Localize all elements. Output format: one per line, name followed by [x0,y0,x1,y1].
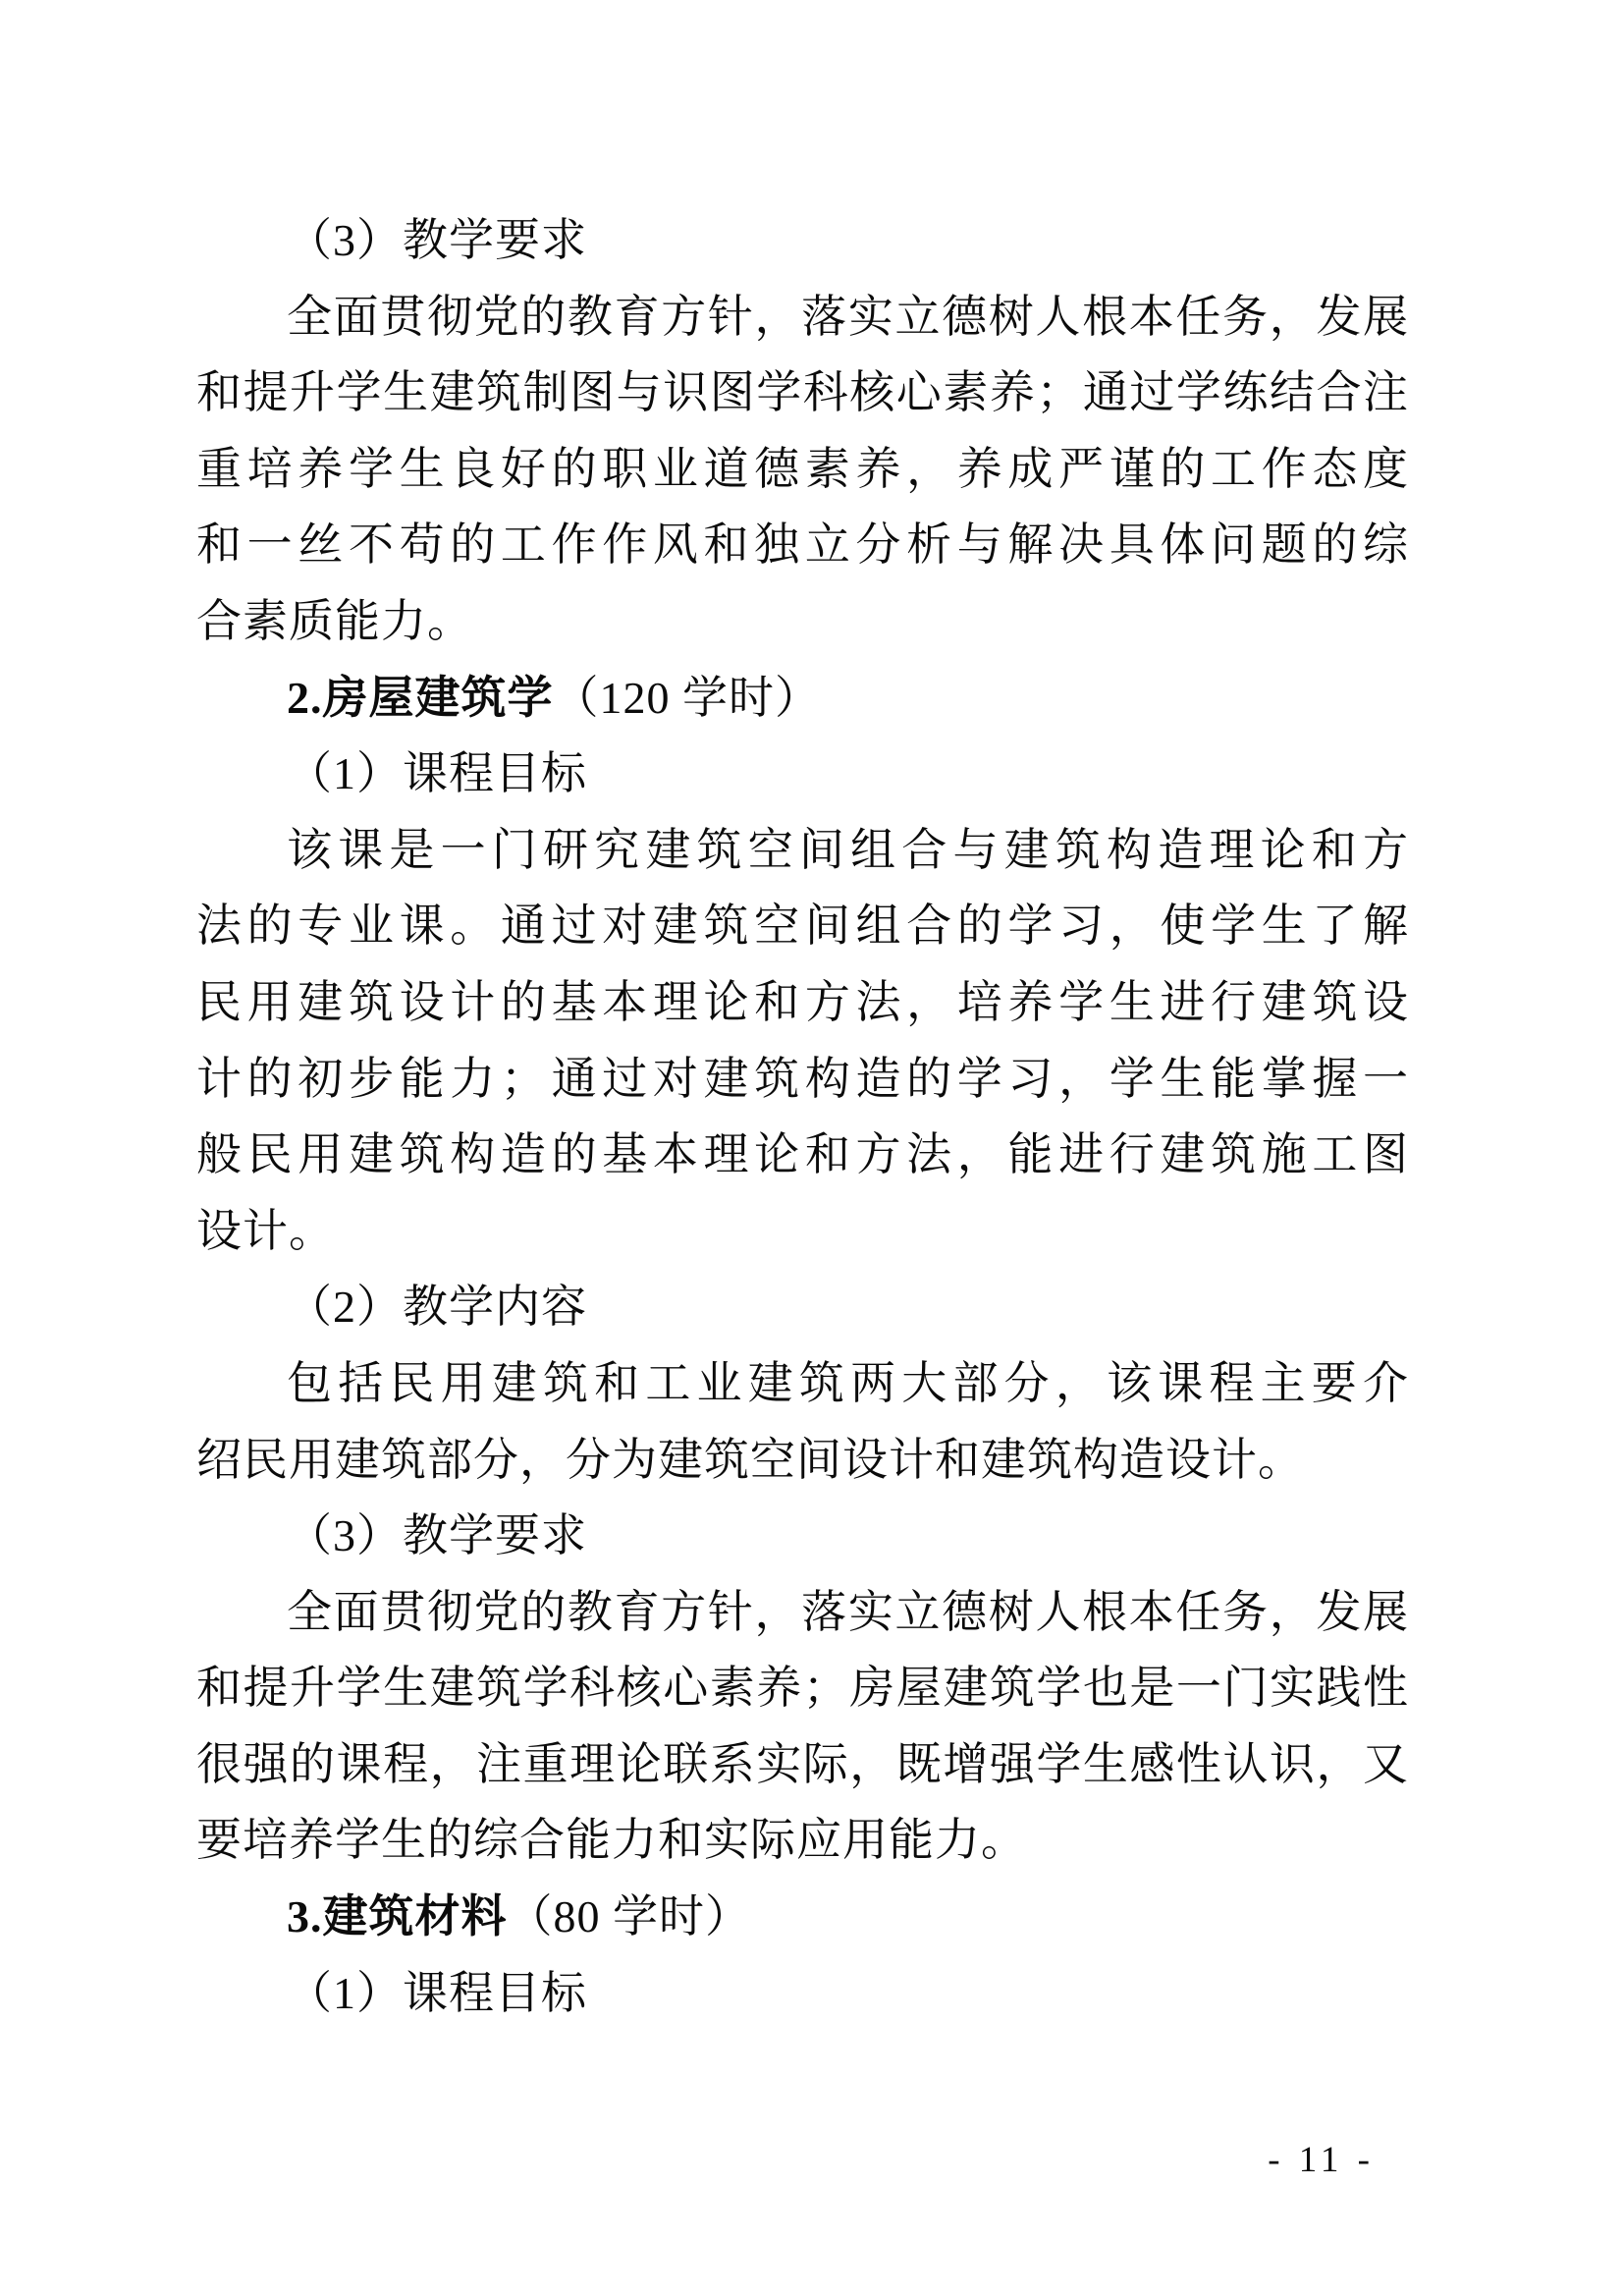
paragraph-line: 重培养学生良好的职业道德素养，养成严谨的工作态度 [196,443,1409,494]
section-label: （1）课程目标 [287,748,587,799]
paragraph-line: 合素质能力。 [196,595,473,646]
paragraph-line: 设计。 [196,1205,335,1256]
paragraph-line: 包括民用建筑和工业建筑两大部分，该课程主要介 [287,1357,1409,1408]
paragraph-line: 民用建筑设计的基本理论和方法，培养学生进行建筑设 [196,976,1409,1027]
course-heading-title: 2.房屋建筑学 [287,672,554,723]
section-label: （3）教学要求 [287,1510,587,1561]
paragraph-line: 全面贯彻党的教育方针，落实立德树人根本任务，发展 [287,1586,1409,1637]
paragraph-line: 要培养学生的综合能力和实际应用能力。 [196,1815,1027,1866]
document-content [196,202,1409,2031]
section-label: （2）教学内容 [287,1282,587,1333]
paragraph-line: 计的初步能力；通过对建筑构造的学习，学生能掌握一 [196,1053,1409,1104]
paragraph-line: 该课是一门研究建筑空间组合与建筑构造理论和方 [287,824,1409,875]
course-heading [196,1879,1409,1955]
paragraph-line: 和提升学生建筑学科核心素养；房屋建筑学也是一门实践性 [196,1663,1409,1714]
paragraph-line: 法的专业课。通过对建筑空间组合的学习，使学生了解 [196,901,1409,952]
paragraph-line: 全面贯彻党的教育方针，落实立德树人根本任务，发展 [287,291,1409,342]
section-label: （1）课程目标 [287,1967,587,2018]
paragraph-line: 和提升学生建筑制图与识图学科核心素养；通过学练结合注 [196,367,1409,418]
course-heading-hours: （120 学时） [553,672,821,723]
course-heading-hours: （80 学时） [507,1891,751,1942]
paragraph-line: 和一丝不苟的工作作风和独立分析与解决具体问题的综 [196,519,1409,571]
course-heading-title: 3.建筑材料 [287,1891,508,1942]
course-heading [196,660,1409,737]
page-number: - 11 - [1268,2140,1375,2180]
section-label: （3）教学要求 [287,215,587,265]
paragraph-line: 般民用建筑构造的基本理论和方法，能进行建筑施工图 [196,1129,1409,1180]
paragraph-line: 绍民用建筑部分，分为建筑空间设计和建筑构造设计。 [196,1434,1304,1485]
paragraph-line: 很强的课程，注重理论联系实际，既增强学生感性认识，又 [196,1738,1409,1789]
